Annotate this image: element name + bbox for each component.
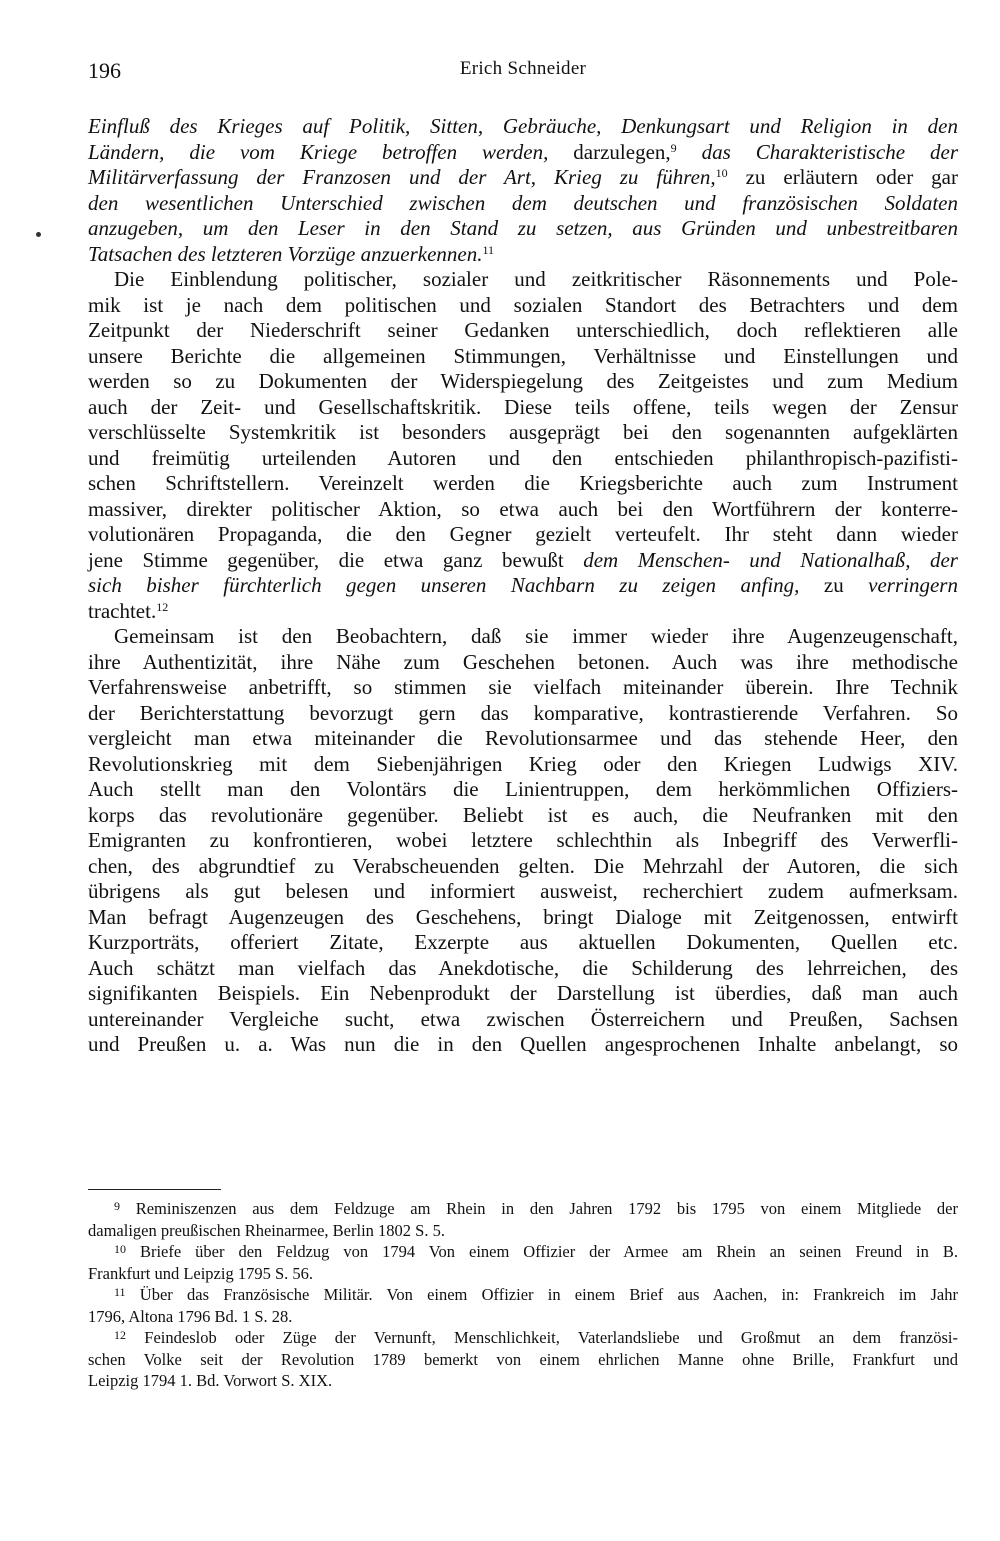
text-run: signifikanten Beispiels. Ein Nebenprodukt der Darstellung ist überdies, daß man auch [88,981,958,1005]
body-line [88,420,958,446]
text-run: volutionären Propaganda, die den Gegner gezielt verteufelt. Ihr steht dann wieder [88,522,958,546]
body-line [88,446,958,472]
body-line [88,165,958,191]
body-line [88,1032,958,1058]
footnote-line [88,1263,958,1285]
body-line [88,344,958,370]
footnote-marker: 11 [482,242,495,257]
body-line [88,293,958,319]
text-run: Auch stellt man den Volontärs die Linientruppen, dem herkömmlichen Offiziers- [88,777,958,801]
text-run: massiver, direkter politischer Aktion, so etwa auch bei den Wortführern der konterre- [88,496,958,521]
body-line [88,267,958,293]
running-head-author: Erich Schneider [459,58,587,79]
text-run: verschlüsselte Systemkritik ist besonders ausgeprägt bei den sogenannten aufgeklärten [88,420,958,444]
text-run: schen Schriftstellern. Vereinzelt werden die Kriegsberichte auch zum Instrument [88,471,958,495]
text-run: Emigranten zu konfrontieren, wobei letztere schlechthin als Inbegriff des Verwerfli- [88,828,958,852]
text-run: Tatsachen des letzteren Vorzüge anzuerkennen. [88,241,483,266]
text-run: Die Einblendung politischer, sozialer und zeitkritischer Räsonnements und Pole- [114,267,958,291]
footnotes [88,1198,958,1392]
text-run: Briefe über den Feldzug von 1794 Von einem Offizier der Armee am Rhein an seinen Freund in B. [126,1242,958,1261]
body-line [88,318,958,344]
text-run: vergleicht man etwa miteinander die Revolutionsarmee und das stehende Heer, den [88,726,958,750]
text-run: Kurzporträts, offeriert Zitate, Exzerpte aus aktuellen Dokumenten, Quellen etc. [88,930,958,954]
text-run: 1796, Altona 1796 Bd. 1 S. 28. [88,1306,293,1326]
text-run: Zeitpunkt der Niederschrift seiner Gedanken unterschiedlich, doch reflektieren alle [88,318,958,342]
footnote-line [88,1306,958,1328]
text-run: jene Stimme gegenüber, die etwa ganz bewußt [88,547,584,572]
footnote-marker: 12 [156,599,169,614]
text-run: übrigens als gut belesen und informiert ausweist, recherchiert zudem aufmerksam. [88,879,958,903]
text-run: das Charakteristische der [701,139,958,164]
text-run: untereinander Vergleiche sucht, etwa zwischen Österreichern und Preußen, Sachsen [88,1006,958,1031]
body-line [88,854,958,880]
text-run: Ländern, die vom Kriege betroffen werden, [88,139,549,164]
body-line [88,242,958,268]
body-line [88,675,958,701]
body-line [88,879,958,905]
footnote-line [88,1284,958,1306]
body-line [88,395,958,421]
body-line [88,1007,958,1033]
body-line [88,369,958,395]
footnote-line [88,1220,958,1242]
text-run: unsere Berichte die allgemeinen Stimmungen, Verhältnisse und Einstellungen und [88,343,958,368]
text-run [677,140,702,164]
body-line [88,777,958,803]
text-run: werden so zu Dokumenten der Widerspiegelung des Zeitgeistes und zum Medium [88,369,958,393]
page-number: 196 [88,58,121,83]
running-header [88,58,958,88]
text-run: zu erläutern oder gar [727,165,958,189]
text-run: auch der Zeit- und Gesellschaftskritik. Diese teils offene, teils wegen der Zensur [88,394,958,419]
text-run: Leipzig 1794 1. Bd. Vorwort S. XIX. [88,1371,333,1390]
text-run: den wesentlichen Unterschied zwischen dem deutschen und französischen Soldaten [88,190,958,215]
text-run: Einfluß des Krieges auf Politik, Sitten, Gebräuche, Denkungsart und Religion in den [88,114,958,138]
footnote-marker: 12 [114,1328,126,1342]
body-line [88,114,958,140]
text-run: damaligen preußischen Rheinarmee, Berlin 1802 S. 5. [88,1220,445,1240]
footnote-line [88,1327,958,1349]
text-run: Auch schätzt man vielfach das Anekdotische, die Schilderung des lehrreichen, des [88,955,958,980]
body-line [88,701,958,727]
margin-mark [36,232,41,237]
body-text [88,114,958,1058]
body-line [88,497,958,523]
footnote-marker: 11 [114,1285,126,1299]
footnote-separator [88,1189,221,1190]
text-run: verringern [868,573,958,597]
text-run: Reminiszenzen aus dem Feldzuge am Rhein in den Jahren 1792 bis 1795 von einem Mitgliede der [120,1199,958,1218]
body-line [88,930,958,956]
text-run: ihre Authentizität, ihre Nähe zum Geschehen betonen. Auch was ihre methodische [88,649,958,674]
text-run: mik ist je nach dem politischen und sozialen Standort des Betrachters und dem [88,292,958,317]
text-run: und Preußen u. a. Was nun die in den Quellen angesprochenen Inhalte anbelangt, so [88,1032,958,1056]
text-run: Militärverfassung der Franzosen und der Art, Krieg zu führen, [88,165,716,189]
text-run: chen, des abgrundtief zu Verabscheuenden gelten. Die Mehrzahl der Autoren, die sich [88,853,958,878]
text-run: Revolutionskrieg mit dem Siebenjährigen Krieg oder den Kriegen Ludwigs XIV. [88,751,958,776]
body-line [88,471,958,497]
text-run: korps das revolutionäre gegenüber. Beliebt ist es auch, die Neufranken mit den [88,802,958,827]
body-line [88,956,958,982]
text-run: und freimütig urteilenden Autoren und den entschieden philanthropisch-pazifisti- [88,445,958,470]
body-line [88,573,958,599]
body-line [88,191,958,217]
text-run: zu [799,573,869,597]
footnote-marker: 10 [715,166,728,180]
footnote-marker: 9 [114,1199,120,1213]
text-run: der Berichterstattung bevorzugt gern das komparative, kontrastierende Verfahren. So [88,700,958,725]
body-line [88,624,958,650]
body-line [88,216,958,242]
text-run: dem Menschen- und Nationalhaß, der [583,547,958,572]
footnote-line [88,1370,958,1392]
text-run: schen Volke seit der Revolution 1789 bemerkt von einem ehrlichen Manne ohne Brille, Frankfurt und [88,1349,958,1369]
text-run: trachtet. [88,598,157,623]
body-line [88,599,958,625]
text-run: Verfahrensweise anbetrifft, so stimmen sie vielfach miteinander überein. Ihre Technik [88,675,958,699]
body-line [88,548,958,574]
body-line [88,726,958,752]
body-line [88,905,958,931]
text-run: Frankfurt und Leipzig 1795 S. 56. [88,1263,314,1283]
body-line [88,981,958,1007]
text-run: anzugeben, um den Leser in den Stand zu setzen, aus Gründen und unbestreitbaren [88,216,958,240]
footnote-line [88,1241,958,1263]
text-run: Gemeinsam ist den Beobachtern, daß sie immer wieder ihre Augenzeugenschaft, [114,624,958,648]
text-run: Feindeslob oder Züge der Vernunft, Menschlichkeit, Vaterlandsliebe und Großmut an dem französi- [126,1328,958,1347]
body-line [88,803,958,829]
text-run: Über das Französische Militär. Von einem Offizier in einem Brief aus Aachen, in: Frankreich im Jahr [125,1285,958,1304]
body-line [88,752,958,778]
body-line [88,828,958,854]
body-line [88,650,958,676]
text-run: Man befragt Augenzeugen des Geschehens, bringt Dialoge mit Zeitgenossen, entwirft [88,904,958,929]
text-run: sich bisher fürchterlich gegen unseren Nachbarn zu zeigen anfing, [88,573,800,597]
footnote-marker: 9 [670,140,677,155]
footnote-line [88,1349,958,1371]
footnote-line [88,1198,958,1220]
body-line [88,140,958,166]
footnote-marker: 10 [114,1242,126,1256]
text-run: darzulegen, [548,139,671,164]
body-line [88,522,958,548]
